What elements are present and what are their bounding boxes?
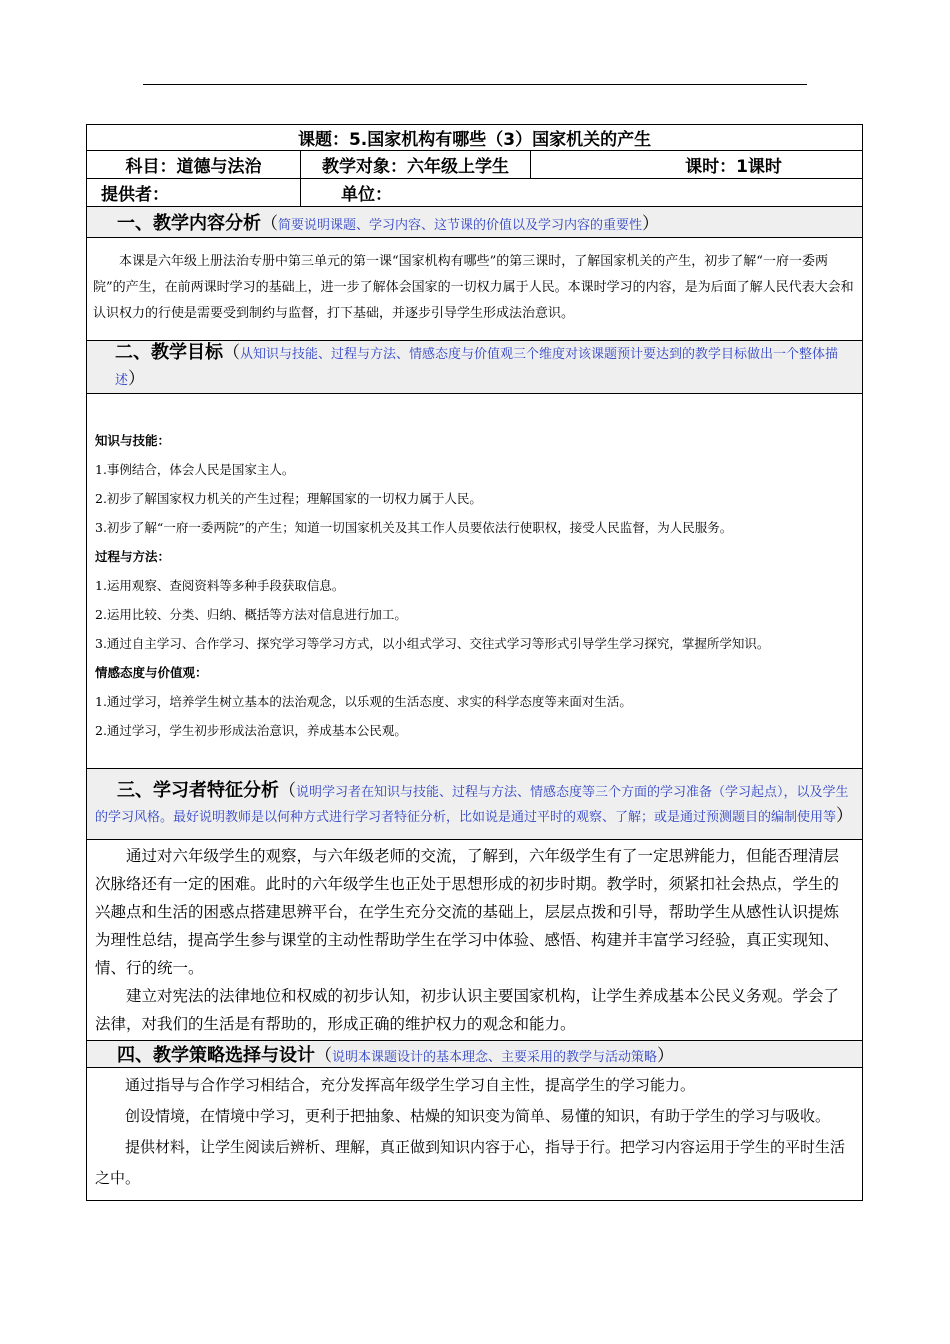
section-objectives-body-row [87, 394, 863, 769]
strategy-paragraph: 通过指导与合作学习相结合，充分发挥高年级学生学习自主性，提高学生的学习能力。 [125, 1076, 696, 1094]
knowledge-item: 2.初步了解国家权力机关的产生过程；理解国家的一切权力属于人民。 [95, 491, 482, 506]
lesson-plan-table [86, 124, 863, 1201]
section-learners-title: 三、学习者特征分析 [117, 780, 279, 801]
process-item: 1.运用观察、查阅资料等多种手段获取信息。 [95, 578, 345, 593]
knowledge-item: 1.事例结合，体会人民是国家主人。 [95, 462, 295, 477]
unit-cell: 单位： [301, 179, 863, 207]
section-learners-note: 说明学习者在知识与技能、过程与方法、情感态度等三个方面的学习准备（学习起点），以及学生的学习风格。最好说明教师是以何种方式进行学习者特征分析，比如说是通过平时的观察、了解；或是通过预测题目的编制使用等 [95, 785, 849, 825]
process-item: 3.通过自主学习、合作学习、探究学习等学习方式，以小组式学习、交往式学习等形式引导学生学习探究，掌握所学知识。 [95, 636, 770, 651]
section-content-body-row [87, 238, 863, 341]
strategy-paragraph: 创设情境，在情境中学习，更利于把抽象、枯燥的知识变为简单、易懂的知识，有助于学生的学习与吸收。 [125, 1107, 831, 1125]
knowledge-heading: 知识与技能： [95, 433, 171, 448]
hours-cell: 课时：1课时 [531, 151, 863, 179]
emotion-heading: 情感态度与价值观： [95, 665, 208, 680]
header-rule [143, 84, 807, 85]
emotion-item: 1.通过学习，培养学生树立基本的法治观念，以乐观的生活态度、求实的科学态度等来面对生活。 [95, 694, 632, 709]
emotion-item: 2.通过学习，学生初步形成法治意识，养成基本公民观。 [95, 723, 407, 738]
learners-paragraph: 建立对宪法的法律地位和权威的初步认知，初步认识主要国家机构，让学生养成基本公民义务观。学会了法律，对我们的生活是有帮助的，形成正确的维护权力的观念和能力。 [95, 987, 840, 1033]
section-content-title: 一、教学内容分析 [117, 213, 261, 234]
audience-cell: 教学对象：六年级上学生 [301, 151, 531, 179]
provider-cell: 提供者： [87, 179, 301, 207]
section-learners-header: 三、学习者特征分析（说明学习者在知识与技能、过程与方法、情感态度等三个方面的学习准备（学习起点），以及学生的学习风格。最好说明教师是以何种方式进行学习者特征分析，比如说是通过平时的观察、了解；或是通过预测题目的编制使用等） [87, 769, 863, 840]
provider-row [87, 179, 863, 207]
section-objectives-title: 二、教学目标 [115, 342, 223, 363]
subject-cell: 科目：道德与法治 [87, 151, 301, 179]
content-analysis-text: 本课是六年级上册法治专册中第三单元的第一课“国家机构有哪些”的第三课时，了解国家机关的产生，初步了解“一府一委两院”的产生，在前两课时学习的基础上，进一步了解体会国家的一切权力属于人民。本课时学习的内容，是为后面了解人民代表大会和认识权力的行使是需要受到制约与监督，打下基础，并逐步引导学生形成法治意识。 [93, 254, 854, 321]
section-objectives-header: 二、教学目标（从知识与技能、过程与方法、情感态度与价值观三个维度对该课题预计要达到的教学目标做出一个整体描述） [87, 341, 863, 394]
process-item: 2.运用比较、分类、归纳、概括等方法对信息进行加工。 [95, 607, 407, 622]
title-row [87, 125, 863, 151]
section-content-note: 简要说明课题、学习内容、这节课的价值以及学习内容的重要性 [278, 218, 643, 233]
lesson-title: 课题：5.国家机构有哪些（3）国家机关的产生 [87, 125, 863, 151]
process-heading: 过程与方法： [95, 549, 171, 564]
section-content-header: 一、教学内容分析（简要说明课题、学习内容、这节课的价值以及学习内容的重要性） [87, 207, 863, 238]
section-strategy-title: 四、教学策略选择与设计 [117, 1045, 315, 1066]
section-strategy-body-row [87, 1068, 863, 1201]
section-strategy-header: 四、教学策略选择与设计（说明本课题设计的基本理念、主要采用的教学与活动策略） [87, 1041, 863, 1068]
section-learners-body-row [87, 840, 863, 1041]
meta-row [87, 151, 863, 179]
learners-paragraph: 通过对六年级学生的观察，与六年级老师的交流，了解到，六年级学生有了一定思辨能力，但能否理清层次脉络还有一定的困难。此时的六年级学生也正处于思想形成的初步时期。教学时，须紧扣社会热点，学生的兴趣点和生活的困惑点搭建思辨平台，在学生充分交流的基础上，层层点拨和引导，帮助学生从感性认识提炼为理性总结，提高学生参与课堂的主动性帮助学生在学习中体验、感悟、构建并丰富学习经验，真正实现知、情、行的统一。 [95, 847, 840, 977]
section-strategy-note: 说明本课题设计的基本理念、主要采用的教学与活动策略 [332, 1050, 658, 1065]
section-objectives-note: 从知识与技能、过程与方法、情感态度与价值观三个维度对该课题预计要达到的教学目标做出一个整体描述 [115, 347, 839, 388]
knowledge-item: 3.初步了解“一府一委两院”的产生；知道一切国家机关及其工作人员要依法行使职权，接受人民监督，为人民服务。 [95, 520, 733, 535]
strategy-paragraph: 提供材料，让学生阅读后辨析、理解，真正做到知识内容于心，指导于行。把学习内容运用于学生的平时生活之中。 [95, 1138, 846, 1187]
